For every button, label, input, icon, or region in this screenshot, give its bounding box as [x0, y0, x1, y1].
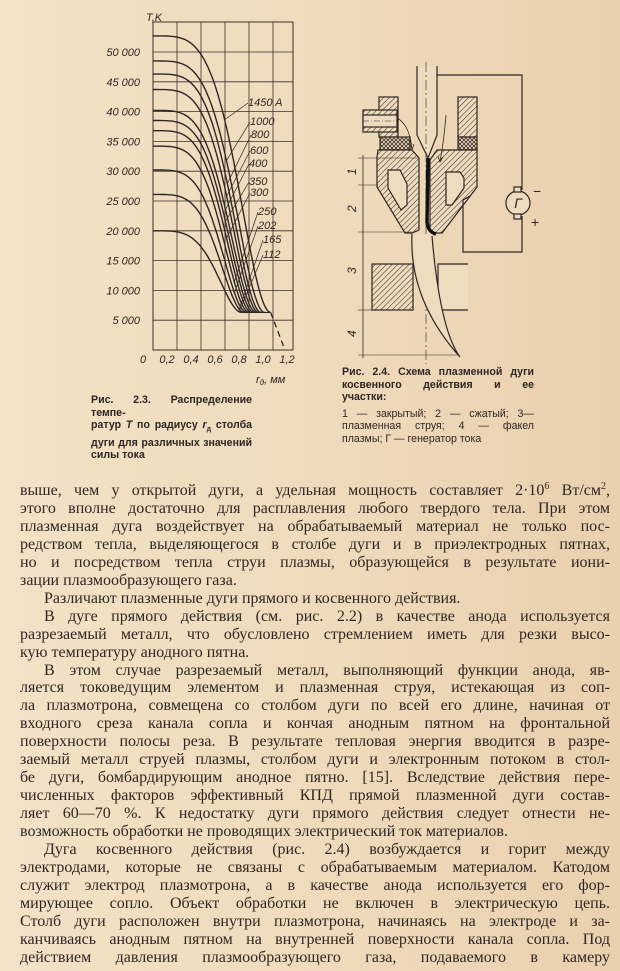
y-tick-label: 30 000: [106, 166, 140, 179]
figure-2-4-caption: [342, 366, 534, 446]
y-tick-label: 5 000: [112, 315, 140, 328]
caption-line: участки:: [342, 391, 387, 404]
electrode: [417, 66, 437, 158]
plasma-arc-scheme-diagram: [330, 40, 620, 370]
caption-line: косвенного действия и ее: [342, 378, 534, 391]
text-line: Дуга косвенного действия (рис. 2.4) возбуждается и горит между: [44, 841, 610, 859]
zone-4-label: 4: [345, 330, 359, 337]
series-label: 400: [249, 158, 268, 170]
x-tick-label: 0,2: [159, 354, 175, 366]
zone-3-label: 3: [345, 267, 359, 274]
x-tick-label: 0,8: [231, 354, 247, 366]
caption-legend-line: плазменная струя; 4 — факел: [342, 420, 534, 433]
figure-number: Рис. 2.3.: [91, 394, 151, 406]
insulator-right: [458, 137, 477, 150]
text-line: заемый металл струей плазмы, столбом дуги и электронным потоком в стол-: [20, 751, 610, 769]
text-line: редством тепла, выделяющегося в столбе дуги и в приэлектродных пятнах,: [20, 535, 610, 553]
x-tick-label: 0: [139, 354, 147, 366]
y-tick-label: 45 000: [106, 76, 140, 89]
zone-2-label: 2: [345, 205, 359, 212]
y-tick-label: 25 000: [106, 196, 140, 208]
text-line: В этом случае разрезаемый металл, выполняющий функции анода, яв-: [44, 661, 610, 679]
text-line: Столб дуги расположен внутри плазмотрона, начинаясь на электроде и за-: [20, 912, 610, 930]
text-line: ляется токоведущим элементом и плазменная струя, истекающая из соп-: [20, 679, 610, 697]
text-line: входного среза канала сопла и кончая анодным пятном на фронтальной: [20, 715, 610, 733]
caption-symbol: r: [202, 419, 207, 432]
text-line: Различают плазменные дуги прямого и косвенного действия.: [44, 589, 461, 607]
text-line: плазменная дуга воздействует на обрабатываемый материал не только пос-: [20, 517, 610, 535]
series-label: 800: [251, 129, 270, 141]
caption-line: дуги для различных значений: [91, 436, 252, 449]
caption-text: Распределение темпе-: [91, 394, 252, 419]
text-line: кую температуру анодного пятна.: [20, 643, 250, 661]
series-label: 112: [263, 249, 281, 261]
superscript: 6: [544, 481, 550, 492]
x-tick-label: 1,0: [255, 354, 271, 366]
text-fragment: выше, чем у открытой дуги, а удельная мощность составляет 2·10: [20, 482, 545, 499]
text-fragment: ,: [606, 482, 610, 499]
text-line: разрезаемый металл, что обусловлено стремлением иметь для резки высо-: [20, 625, 610, 643]
text-line: электродами, которые не связаны с обрабатываемым материалом. Катодом: [20, 859, 610, 877]
text-line: этого вполне достаточно для расплавления любого твердого тела. При этом: [20, 499, 610, 517]
text-line: В дуге прямого действия (см. рис. 2.2) в качестве анода используется: [44, 607, 610, 625]
series-label: 202: [258, 220, 277, 232]
workpiece-left: [372, 264, 413, 310]
series-label: 600: [250, 145, 269, 157]
workpiece-right: [438, 264, 468, 310]
plot-frame: [153, 22, 293, 350]
text-line: численных факторов эффективный КПД прямой плазменной дуги состав-: [20, 787, 610, 805]
generator-label: Г: [514, 195, 522, 211]
caption-text: по радиусу: [132, 419, 203, 432]
text-line: канчиваясь анодным пятном на внутренней поверхности канала сопла. Под: [20, 930, 610, 948]
series-curve: [153, 131, 251, 313]
text-line: мирующее сопло. Объект обработки не включен в электрическую цепь.: [20, 894, 610, 912]
temperature-distribution-chart: [0, 0, 320, 392]
text-line: [20, 482, 610, 500]
x-tick-label: 1,2: [279, 354, 295, 366]
insulator-left: [380, 137, 410, 150]
series-label: 165: [263, 234, 282, 246]
plus-terminal: +: [531, 214, 540, 230]
x-axis-label: rд, мм: [256, 374, 286, 387]
text-fragment: Вт/см: [549, 482, 601, 499]
series-label: 300: [250, 187, 269, 199]
text-line: ла плазмотрона, совмещена со столбом дуги по всей его длине, начиная от: [20, 697, 610, 715]
caption-line: Рис. 2.4. Схема плазменной дуги: [342, 366, 534, 378]
text-line: возможность обработки не проводящих электрический ток материалов.: [20, 823, 508, 841]
y-tick-label: 20 000: [106, 225, 140, 238]
caption-line: силы тока: [91, 449, 145, 462]
caption-text: ратур: [91, 419, 126, 432]
caption-subscript: д: [206, 426, 212, 434]
series-label: 350: [249, 176, 268, 188]
series-curve: [153, 74, 261, 312]
y-tick-label: 15 000: [106, 255, 140, 268]
y-axis-label: T,K: [146, 12, 163, 24]
text-line: но и посредством тепла струи плазмы, образующейся в результате иони-: [20, 553, 610, 571]
caption-legend-line: 1 — закрытый; 2 — сжатый; 3—: [342, 407, 534, 420]
caption-text: столба: [211, 419, 253, 432]
text-line: ляет 60—70 %. К недостатку дуги прямого действия следует отнести не-: [20, 805, 610, 823]
superscript: 2: [601, 481, 606, 492]
series-curve: [153, 121, 254, 313]
text-line: бе дуги, бомбардирующим анодное пятно. [15]. Вследствие действия пере-: [20, 769, 610, 787]
y-tick-label: 35 000: [106, 136, 140, 149]
chart-grid: [153, 22, 293, 350]
figure-2-3-caption: [91, 394, 252, 462]
housing-right: [458, 97, 477, 137]
series-leader-line: [227, 135, 251, 184]
text-line: действием давления плазмообразующего газа, подаваемого в камеру: [20, 948, 610, 966]
text-line: поверхности полосы реза. В результате тепловая энергия вводится в разре-: [20, 733, 610, 751]
y-tick-label: 50 000: [106, 47, 140, 59]
text-line: служит электрод плазмотрона, а в качестве анода используется его фор-: [20, 876, 610, 894]
series-label: 1450 A: [248, 97, 283, 109]
series-label: 250: [258, 206, 277, 218]
minus-terminal: −: [533, 183, 542, 199]
x-tick-label: 0,6: [207, 354, 223, 366]
y-tick-label: 40 000: [106, 106, 140, 119]
zone-1-label: 1: [345, 168, 359, 175]
series-label: 1000: [250, 116, 275, 128]
x-tick-label: 0,4: [183, 354, 199, 366]
caption-symbol: T: [125, 419, 133, 432]
body-text: [20, 482, 610, 967]
y-tick-label: 10 000: [106, 285, 140, 298]
series-curve: [153, 36, 271, 313]
chart-series: [153, 36, 285, 350]
caption-legend-line: плазмы; Г — генератор тока: [342, 432, 482, 445]
text-line: зации плазмообразующего газа.: [20, 571, 237, 589]
